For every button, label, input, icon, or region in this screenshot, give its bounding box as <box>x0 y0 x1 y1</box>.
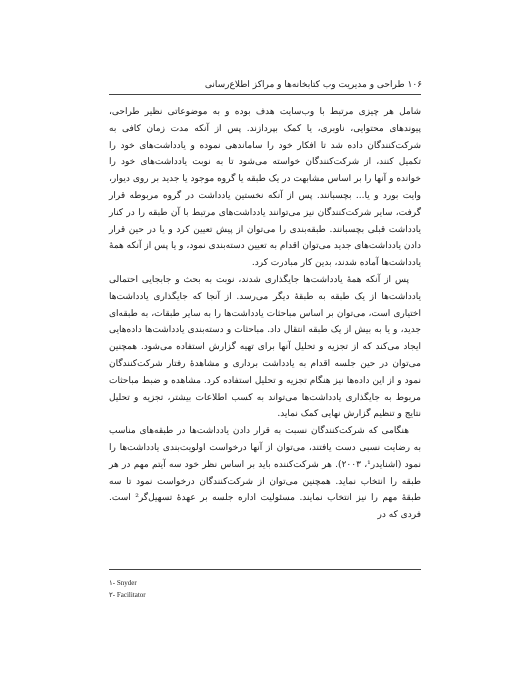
running-header: ۱۰۶ طراحی و مدیریت وب کتابخانه‌ها و مراکز اطلاع‌رسانی <box>204 80 422 90</box>
footnote-1: ۱- Snyder <box>109 579 137 587</box>
paragraph-3: هنگامی که شرکت‌کنندگان نسبت به قرار دادن یادداشت‌ها در طبقه‌های مناسب به رضایت نسبی دست یافتند، می‌توان از آنها درخواست اولویت‌بندی یادداشت‌ها را نمود (اشنایدر¹، ۲۰۰۳). هر شرکت‌کننده باید بر اساس نظر خود سه آیتم مهم در هر طبقه را انتخاب نماید. همچنین می‌توان از شرکت‌کنندگان درخواست نمود تا سه طبقهٔ مهم را نیز انتخاب نمایند. مسئولیت اداره جلسه بر عهدهٔ تسهیل‌گر² است. فردی که در <box>109 426 422 521</box>
footnote-2: ۲- Facilitator <box>109 591 146 599</box>
header-divider <box>109 94 421 95</box>
footnotes <box>109 577 421 601</box>
footnote-divider <box>109 569 421 570</box>
body-text <box>109 104 421 524</box>
paragraph-2: پس از آنکه همهٔ یادداشت‌ها جایگذاری شدند، نوبت به بحث و جابجایی احتمالی یادداشت‌ها از یک طبقه به طبقهٔ دیگر می‌رسد. از آنجا که جایگذاری یادداشت‌ها اختیاری است، می‌توان بر اساس مباحثات یادداشت‌ها را به سایر طبقات، به طبقه‌ای جدید، و یا به بیش از یک طبقه انتقال داد. مباحثات و دسته‌بندی یادداشت‌ها داده‌هایی ایجاد می‌کند که از تجزیه و تحلیل آنها برای تهیه گزارش استفاده می‌شود. همچنین می‌توان در حین جلسه اقدام به یادداشت برداری و مشاهدهٔ رفتار شرکت‌کنندگان نمود و از این داده‌ها نیز هنگام تجزیه و تحلیل استفاده کرد. مشاهده و ضبط مباحثات مربوط به جایگذاری یادداشت‌ها می‌تواند به کسب اطلاعات بیشتر، تجزیه و تحلیل نتایج و تنظیم گزارش نهایی کمک نماید. <box>109 274 421 420</box>
paragraph-1: شامل هر چیزی مرتبط با وب‌سایت هدف بوده و به موضوعاتی نظیر طراحی، پیوندهای محتوایی، ناوبری، یا کمک بپردازند. پس از آنکه مدت زمان کافی به شرکت‌کنندگان داده شد تا افکار خود را ساماندهی نموده و یادداشت‌های خود را تکمیل کنند، از شرکت‌کنندگان خواسته می‌شود تا به نوبت یادداشت‌های خود را خوانده و آنها را بر اساس مشابهت در یک طبقه یا گروه موجود یا جدید بر روی دیوار، وایت بورد و یا... بچسبانند. پس از آنکه نخستین یادداشت در گروه مربوطه قرار گرفت، سایر شرکت‌کنندگان نیز می‌توانند یادداشت‌های مرتبط با آن طبقه را در کنار یادداشت قبلی بچسبانند. طبقه‌بندی را می‌توان از پیش تعیین کرد و یا در حین قرار دادن یادداشت‌های جدید می‌توان اقدام به تعیین دسته‌بندی نمود، و یا پس از آنکه همهٔ یادداشت‌ها آماده شدند، بدین کار مبادرت کرد. <box>109 107 421 269</box>
